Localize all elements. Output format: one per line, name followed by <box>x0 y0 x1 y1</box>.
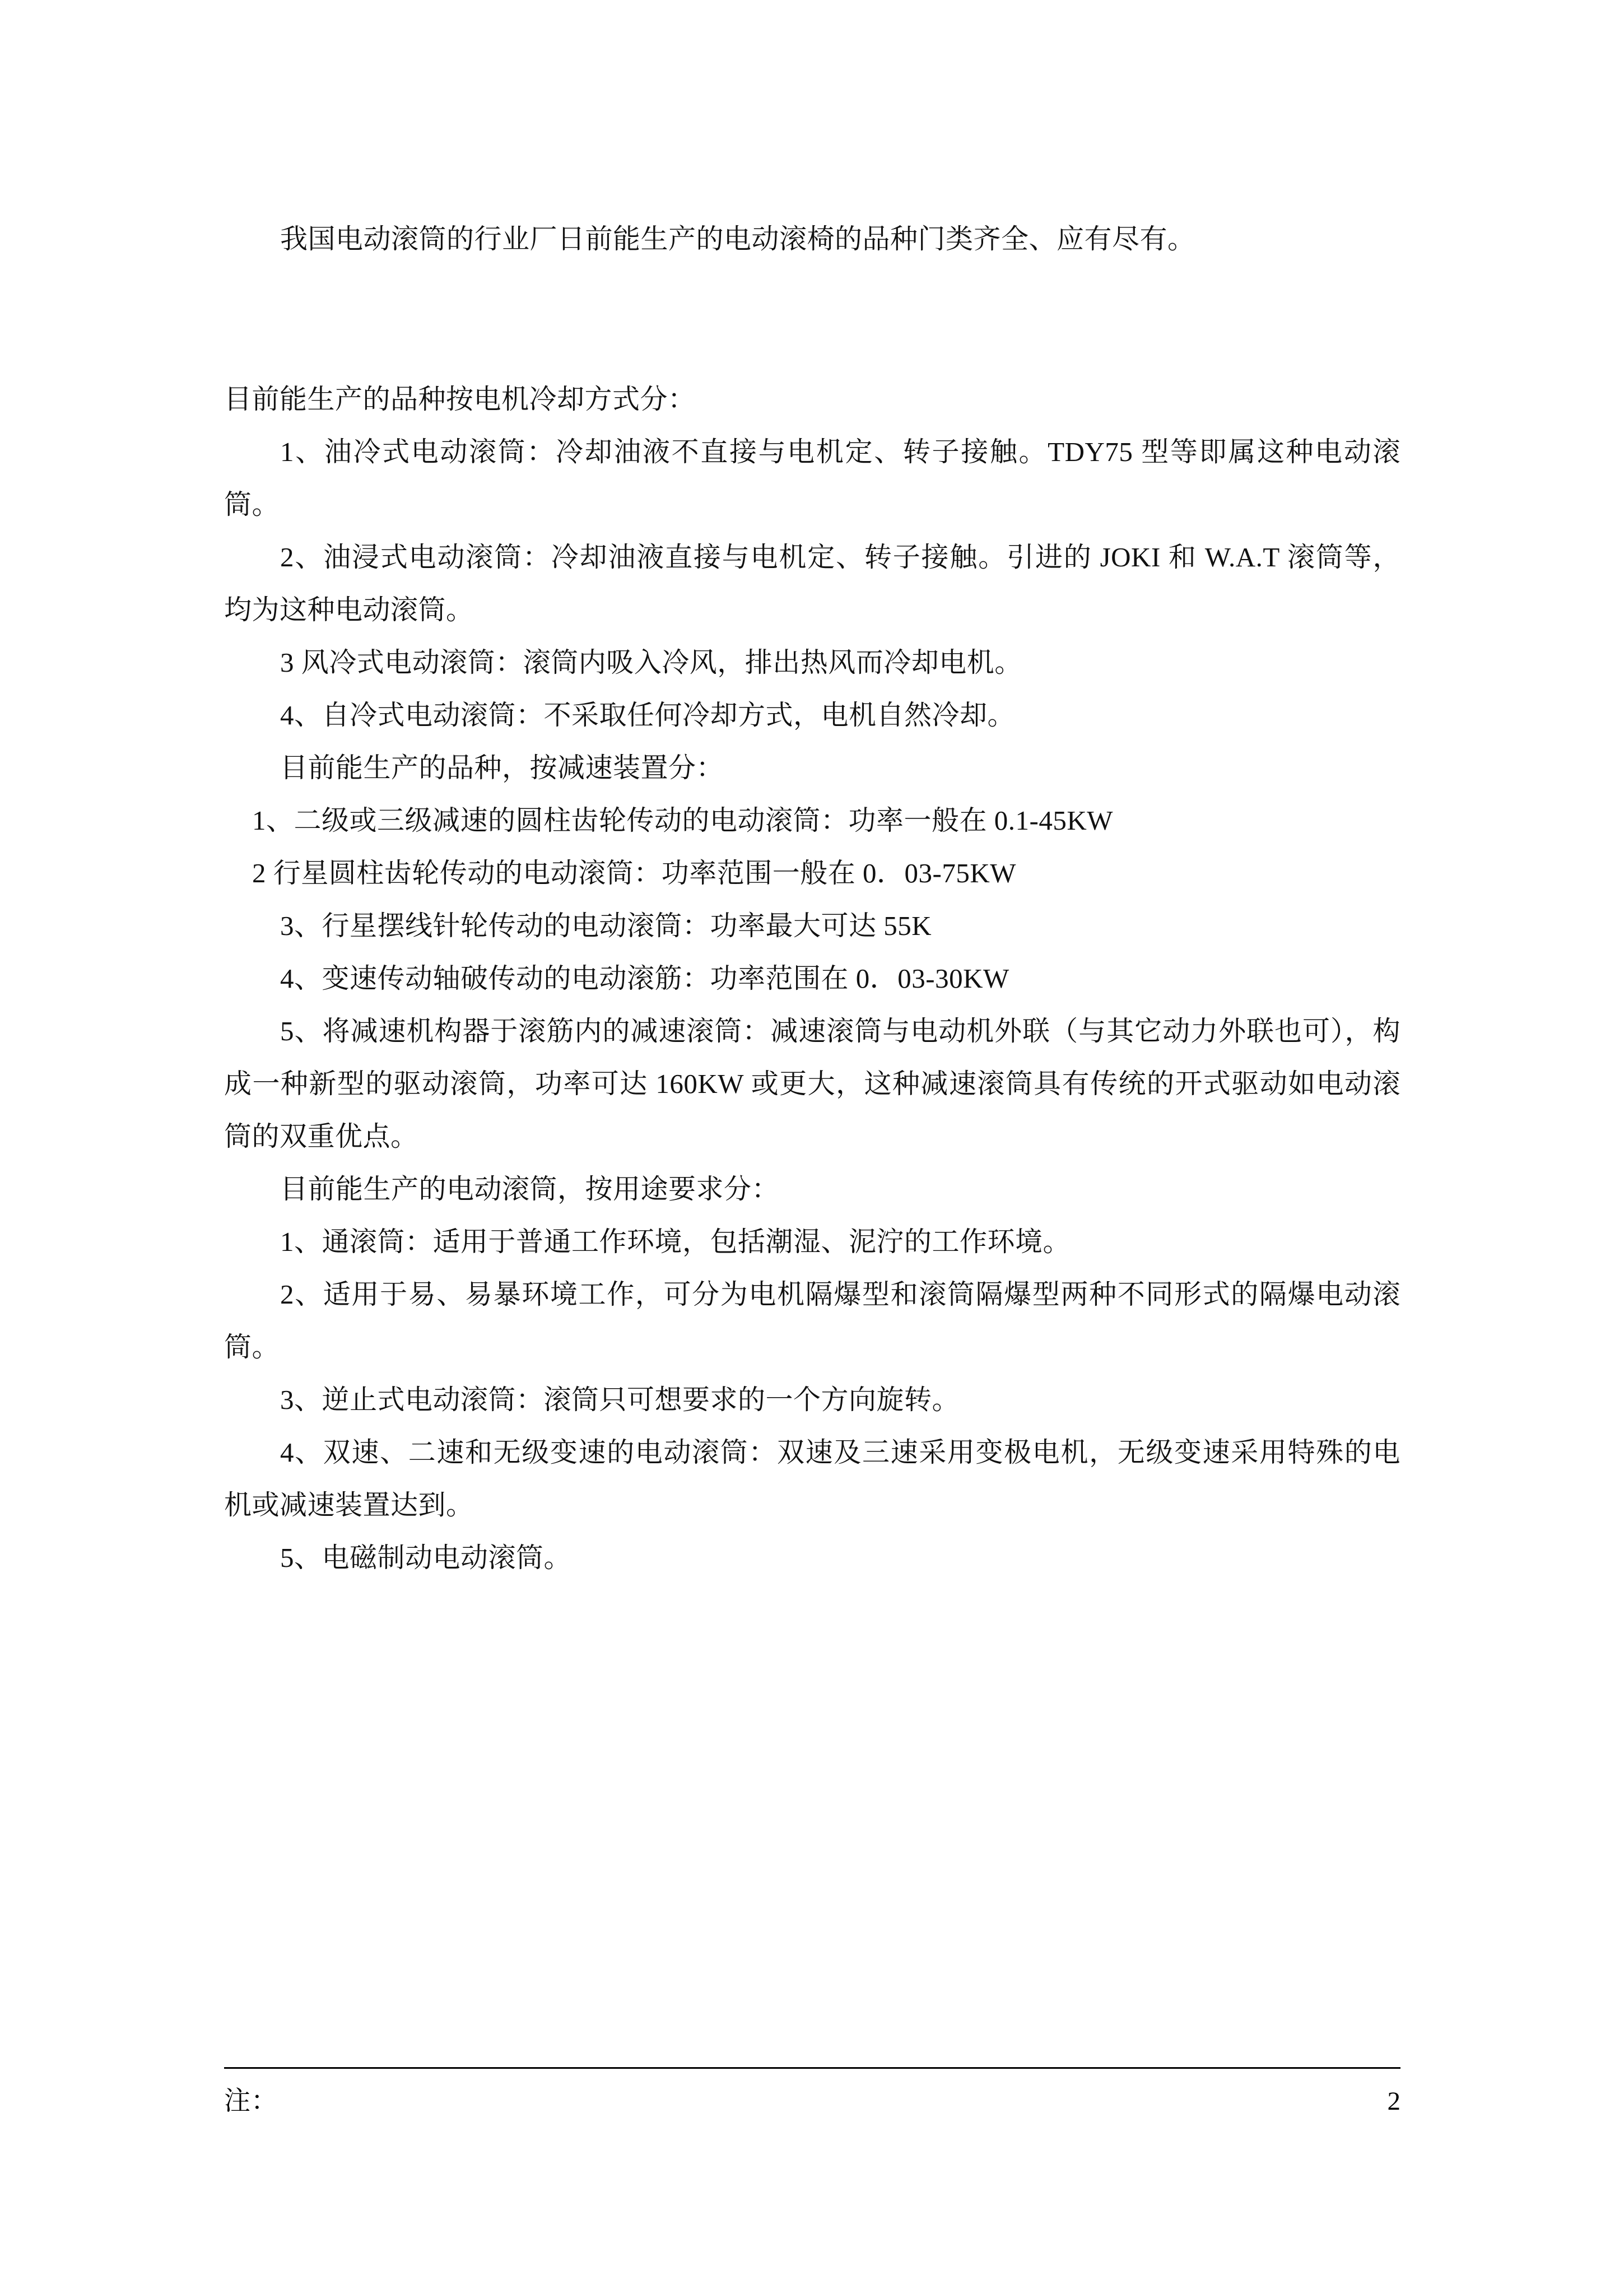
footer-divider <box>224 2067 1400 2069</box>
section-1-heading: 目前能生产的品种按电机冷却方式分： <box>224 384 696 415</box>
section-1-item-4: 4、自冷式电动滚筒：不采取任何冷却方式，电机自然冷却。 <box>280 700 1016 730</box>
document-body <box>224 213 1400 1584</box>
opening-paragraph: 我国电动滚筒的行业厂日前能生产的电动滚椅的品种门类齐全、应有尽有。 <box>280 224 1195 254</box>
page-number: 2 <box>1387 2087 1400 2116</box>
spacer <box>224 266 1400 373</box>
section-3-item-1: 1、通滚筒：适用于普通工作环境，包括潮湿、泥泞的工作环境。 <box>280 1226 1071 1257</box>
section-2-item-3: 3、行星摆线针轮传动的电动滚筒：功率最大可达 55K <box>280 910 932 941</box>
section-1-item-1: 1、油冷式电动滚筒：冷却油液不直接与电机定、转子接触。TDY75 型等即属这种电动滚筒。 <box>224 436 1400 520</box>
section-3-heading: 目前能生产的电动滚筒，按用途要求分： <box>280 1174 780 1204</box>
section-2-item-4: 4、变速传动轴破传动的电动滚筋：功率范围在 0．03-30KW <box>280 963 1009 994</box>
section-2-item-2: 2 行星圆柱齿轮传动的电动滚筒：功率范围一般在 0．03-75KW <box>252 858 1016 888</box>
section-1-item-2: 2、油浸式电动滚筒：冷却油液直接与电机定、转子接触。引进的 JOKI 和 W.A.T 滚筒等，均为这种电动滚筒。 <box>224 542 1400 625</box>
section-3-item-4: 4、双速、二速和无级变速的电动滚筒：双速及三速采用变极电机，无级变速采用特殊的电机或减速装置达到。 <box>224 1437 1400 1520</box>
section-2-item-5: 5、将减速机构器于滚筋内的减速滚筒：减速滚筒与电动机外联（与其它动力外联也可），构成一种新型的驱动滚筒，功率可达 160KW 或更大，这种减速滚筒具有传统的开式驱动如电动滚筒的双重优点。 <box>224 1016 1400 1152</box>
page-footer <box>224 2067 1400 2119</box>
section-2-item-1: 1、二级或三级减速的圆柱齿轮传动的电动滚筒：功率一般在 0.1-45KW <box>252 805 1113 836</box>
footer-row <box>224 2083 1400 2119</box>
section-1-item-3: 3 风冷式电动滚筒：滚筒内吸入冷风，排出热风而冷却电机。 <box>280 647 1022 678</box>
section-2-heading: 目前能生产的品种，按减速装置分： <box>280 752 724 783</box>
section-3-item-5: 5、电磁制动电动滚筒。 <box>280 1542 572 1573</box>
section-3-item-3: 3、逆止式电动滚筒：滚筒只可想要求的一个方向旋转。 <box>280 1384 960 1415</box>
footer-note-label: 注： <box>224 2087 278 2116</box>
section-3-item-2: 2、适用于易、易暴环境工作，可分为电机隔爆型和滚筒隔爆型两种不同形式的隔爆电动滚筒。 <box>224 1279 1400 1362</box>
